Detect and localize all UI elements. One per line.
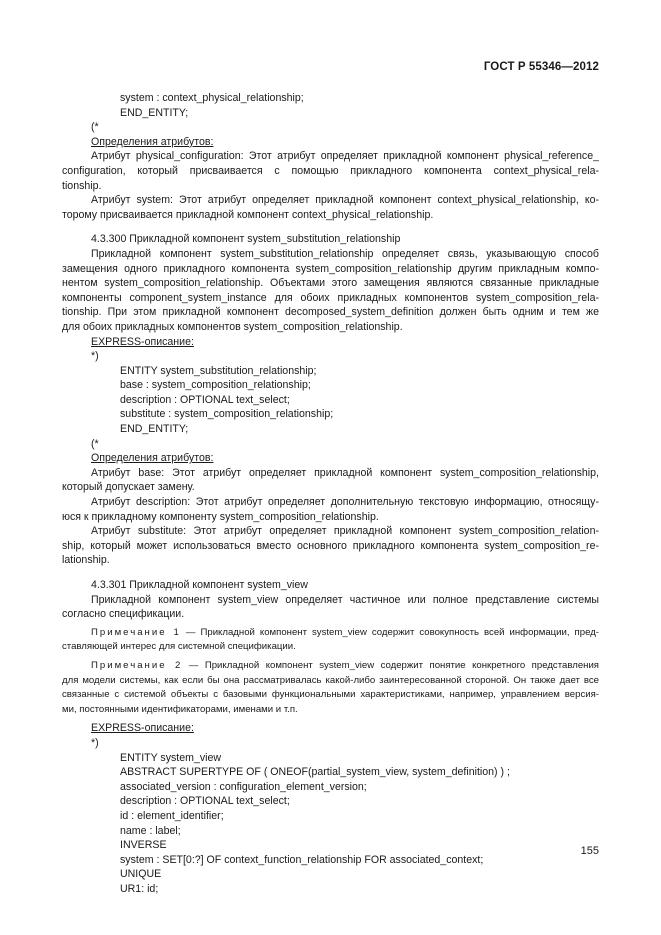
note-line: Примечание 2 — Прикладной компонент system_view содержит понятие конкретного представления: [91, 659, 599, 671]
code-line: ABSTRACT SUPERTYPE OF ( ONEOF(partial_system_view, system_definition) ) ;: [120, 766, 510, 779]
code-line: UR1: id;: [120, 882, 159, 895]
page-number: 155: [580, 845, 599, 857]
paragraph-line: юся к прикладному компоненту system_composition_relationship.: [62, 510, 379, 523]
note-line: ставляющей интерес для системной спецификации.: [62, 641, 296, 653]
section-heading: 4.3.301 Прикладной компонент system_view: [91, 579, 308, 591]
paragraph-line: tionship. При этом прикладной компонент decomposed_system_definition должен быть одним и тем же: [62, 306, 599, 319]
paragraph-line: Атрибут physical_configuration: Этот атрибут определяет прикладной компонент physical_reference_: [91, 150, 599, 163]
code-line: UNIQUE: [120, 868, 162, 881]
paragraph-line: согласно спецификации.: [62, 608, 185, 621]
note-label: Примечание 1: [91, 626, 181, 638]
code-line: ENTITY system_view: [120, 751, 222, 764]
note-line: ми, постоянными идентификаторами, именами и т.п.: [62, 703, 298, 715]
paragraph-line: ship, который может использоваться вместо основного прикладного компонента system_composition_re-: [62, 539, 599, 552]
comment-open: (*: [91, 121, 99, 134]
code-line: END_ENTITY;: [120, 423, 189, 436]
paragraph-line: Атрибут system: Этот атрибут определяет прикладной компонент context_physical_relationship, ко-: [91, 194, 599, 207]
paragraph-line: Атрибут description: Этот атрибут определяет дополнительную текстовую информацию, относящу-: [91, 496, 599, 509]
code-line: system : context_physical_relationship;: [120, 92, 304, 104]
express-heading: EXPRESS-описание:: [91, 335, 194, 348]
paragraph-line: компоненты component_system_instance для обоих прикладных компонентов system_composition_rela-: [62, 291, 599, 304]
paragraph-line: Прикладной компонент system_view определяет частичное или полное представление системы: [91, 593, 599, 606]
note-line: Примечание 1 — Прикладной компонент system_view содержит совокупность всей информации, пред-: [91, 626, 599, 638]
code-line: description : OPTIONAL text_select;: [120, 393, 290, 406]
paragraph-line: который допускает замену.: [62, 481, 195, 494]
attr-definitions-heading: Определения атрибутов:: [91, 452, 214, 465]
note-line: связанные с системой объекты с базовыми функциональными характеристиками, например, управлением версия-: [62, 689, 599, 701]
section-heading: 4.3.300 Прикладной компонент system_substitution_relationship: [91, 233, 401, 246]
code-line: END_ENTITY;: [120, 106, 189, 119]
code-line: system : SET[0:?] OF context_function_relationship FOR associated_context;: [120, 853, 484, 866]
code-line: ENTITY system_substitution_relationship;: [120, 364, 317, 377]
note-line: для модели системы, как если бы она рассматривалась какой-либо заинтересованной стороной. Он также дает все: [62, 674, 599, 686]
paragraph-line: торому присваивается прикладной компонент context_physical_relationship.: [62, 208, 434, 221]
code-line: name : label;: [120, 824, 181, 837]
express-heading: EXPRESS-описание:: [91, 722, 194, 735]
paragraph-line: tionship.: [62, 179, 102, 192]
comment-close: *): [91, 350, 99, 363]
paragraph-line: для обоих прикладных компонентов system_composition_relationship.: [62, 320, 403, 333]
page-content: [62, 91, 599, 896]
paragraph-line: lationship.: [62, 554, 110, 567]
code-line: id : element_identifier;: [120, 809, 224, 822]
comment-open: (*: [91, 437, 99, 450]
comment-close: *): [91, 736, 99, 749]
paragraph-line: замещения одного прикладного компонента system_composition_relationship другим прикладным компо-: [62, 262, 599, 275]
code-line: base : system_composition_relationship;: [120, 379, 311, 392]
note-label: Примечание 2: [91, 659, 183, 671]
code-line: substitute : system_composition_relationship;: [120, 408, 334, 421]
attr-definitions-heading: Определения атрибутов:: [91, 135, 214, 148]
code-line: INVERSE: [120, 839, 167, 852]
paragraph-line: configuration, который присваивается с помощью прикладного компонента context_physical_rela-: [62, 164, 599, 177]
paragraph-line: Атрибут base: Этот атрибут определяет прикладной компонент system_composition_relationship,: [91, 466, 599, 479]
paragraph-line: нентом system_composition_relationship. Объектами этого замещения являются связанные прикладные: [62, 277, 599, 290]
paragraph-line: Прикладной компонент system_substitution_relationship определяет связь, указывающую способ: [91, 247, 599, 260]
code-line: associated_version : configuration_element_version;: [120, 780, 367, 793]
code-line: description : OPTIONAL text_select;: [120, 795, 290, 808]
paragraph-line: Атрибут substitute: Этот атрибут определяет прикладной компонент system_composition_relation-: [91, 525, 599, 538]
document-id: ГОСТ Р 55346—2012: [483, 61, 599, 73]
